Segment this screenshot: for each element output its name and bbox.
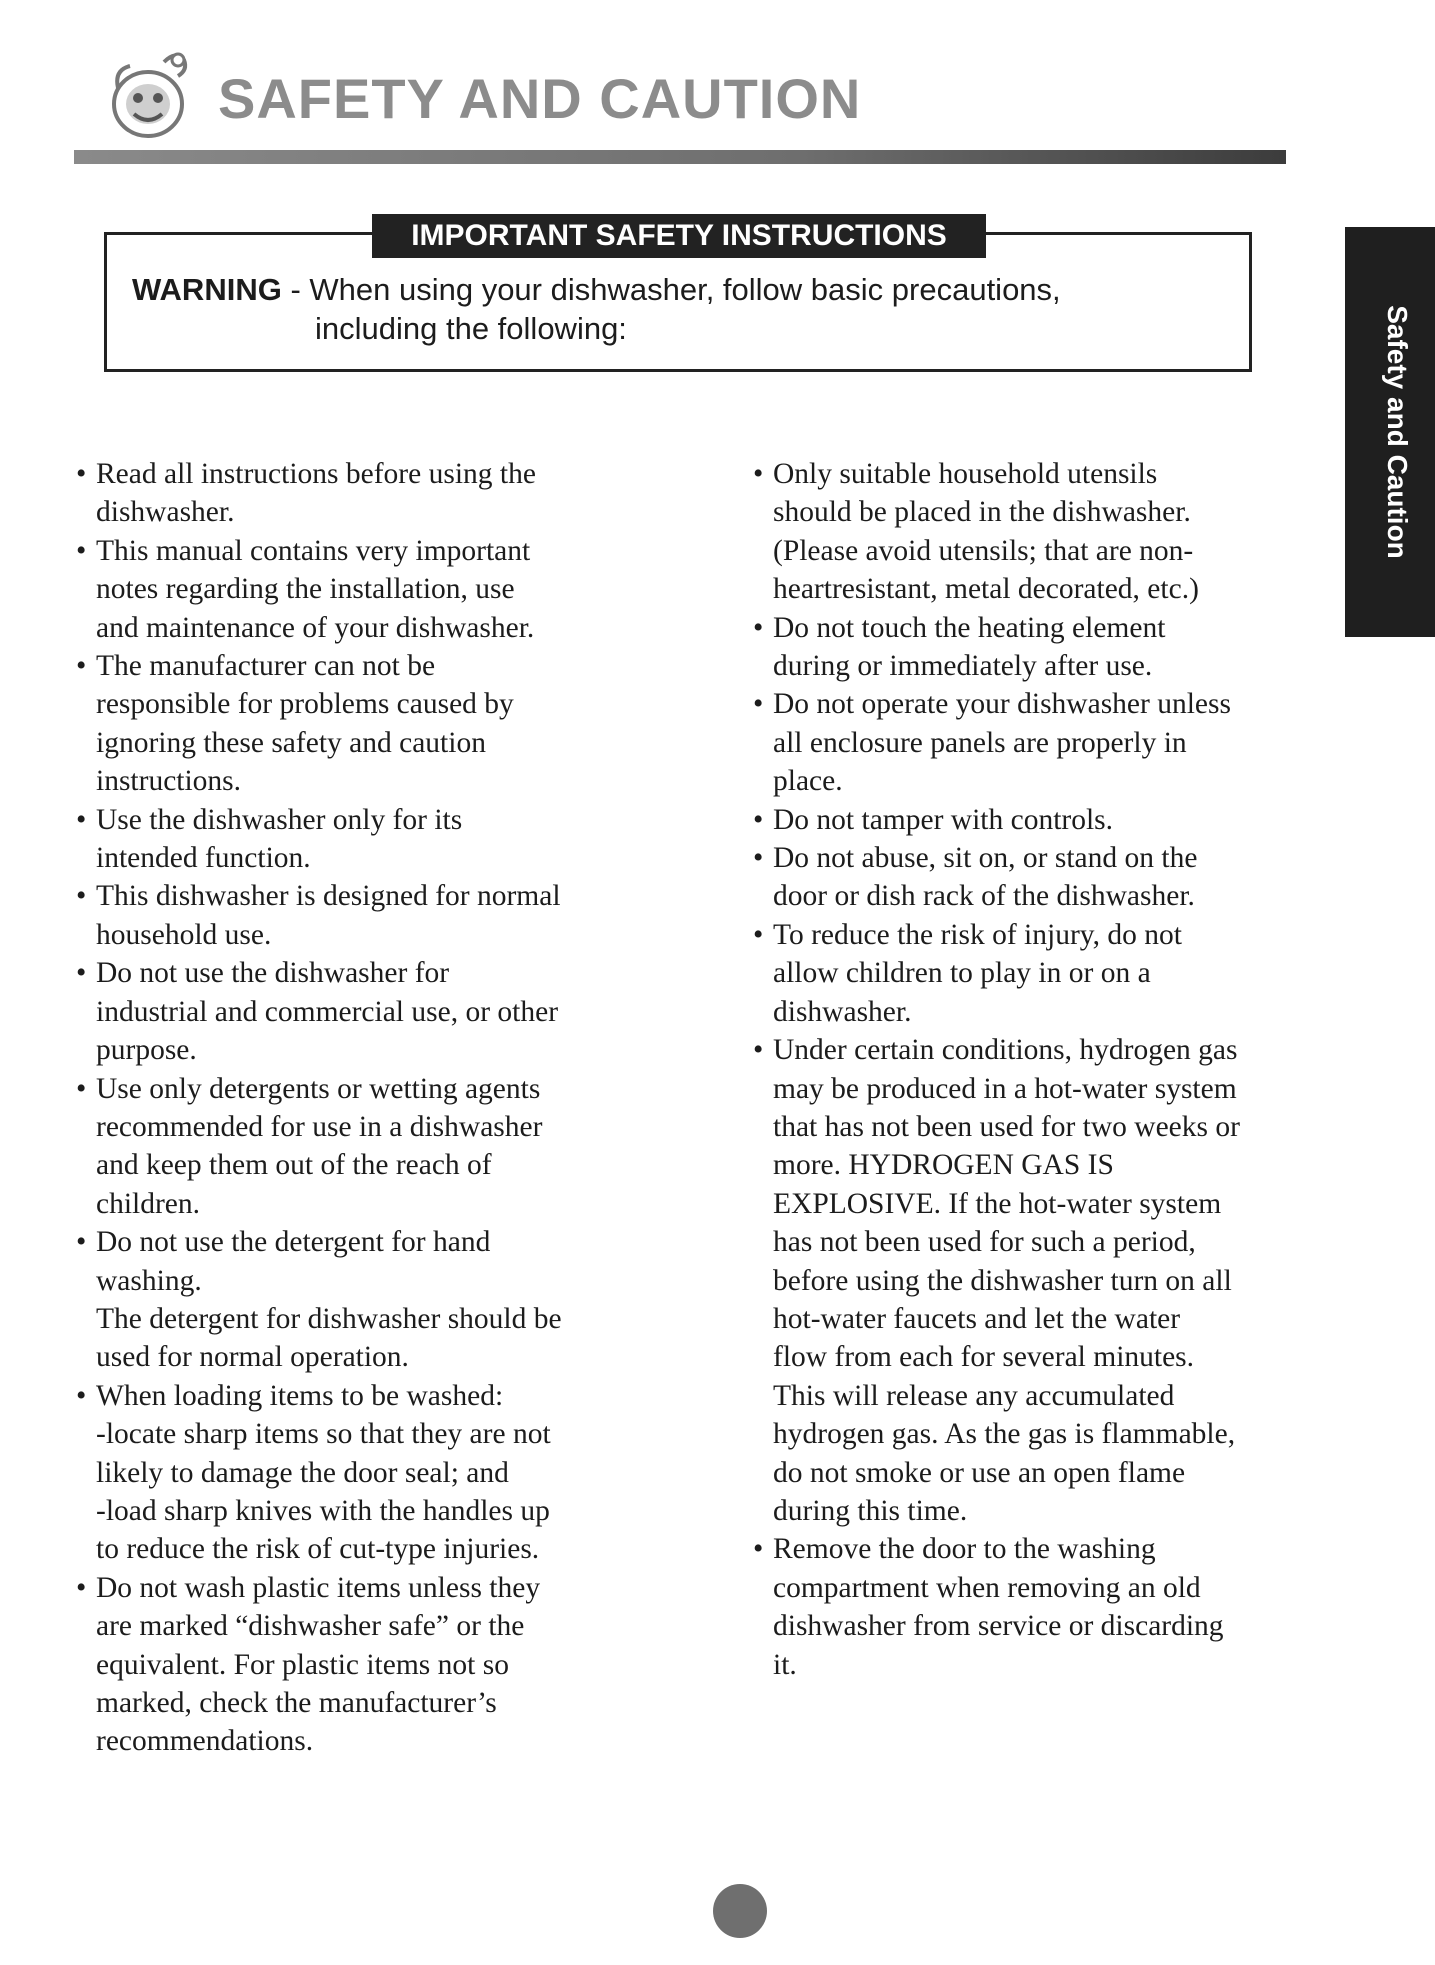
list-item: • Only suitable household utensils should be placed in the dishwasher. (Please avoid utensils; that are non- heartresistant, metal decorated, etc.) [753,455,1293,609]
warning-line-1: - When using your dishwasher, follow basic precautions, [281,272,1061,307]
list-item: • Do not tamper with controls. [753,801,1293,839]
list-item: • Under certain conditions, hydrogen gas may be produced in a hot-water system that has not been used for two weeks or more. HYDROGEN GAS IS EXPLOSIVE. If the hot-water system has not been used for such a period, before using the dishwasher turn on all hot-water faucets and let the water flow from each for several minutes. This will release any accumulated hydrogen gas. As the gas is flammable, do not smoke or use an open flame during this time. [753,1031,1293,1530]
mascot-logo-icon [104,48,200,144]
page-title: SAFETY AND CAUTION [218,67,862,130]
list-item: • To reduce the risk of injury, do not allow children to play in or on a dishwasher. [753,916,1293,1031]
list-item: • Do not operate your dishwasher unless all enclosure panels are properly in place. [753,685,1293,800]
instructions-right-column [753,455,1293,1684]
list-item: • Use the dishwasher only for its intended function. [76,801,636,878]
list-item: • This manual contains very important notes regarding the installation, use and maintenance of your dishwasher. [76,532,636,647]
warning-line-2: including the following: [315,311,627,346]
list-item: • Do not wash plastic items unless they are marked “dishwasher safe” or the equivalent. For plastic items not so marked, check the manufacturer’s recommendations. [76,1569,636,1761]
instructions-left-column [76,455,636,1761]
list-item: • Use only detergents or wetting agents recommended for use in a dishwasher and keep them out of the reach of children. [76,1070,636,1224]
side-tab-label: Safety and Caution [1382,305,1413,559]
list-item: • Do not touch the heating element during or immediately after use. [753,609,1293,686]
list-item: • When loading items to be washed: -locate sharp items so that they are not likely to damage the door seal; and -load sharp knives with the handles up to reduce the risk of cut-type injuries. [76,1377,636,1569]
warning-text [132,270,1232,348]
list-item: • Remove the door to the washing compartment when removing an old dishwasher from service or discarding it. [753,1530,1293,1684]
header-divider [74,150,1286,164]
page-marker-dot [713,1884,767,1938]
warning-label: WARNING [132,272,282,307]
list-item: • Do not abuse, sit on, or stand on the door or dish rack of the dishwasher. [753,839,1293,916]
list-item: • The manufacturer can not be responsible for problems caused by ignoring these safety and caution instructions. [76,647,636,801]
list-item: • Read all instructions before using the dishwasher. [76,455,636,532]
list-item: • Do not use the detergent for hand washing. The detergent for dishwasher should be used for normal operation. [76,1223,636,1377]
notice-title: IMPORTANT SAFETY INSTRUCTIONS [372,214,986,258]
list-item: • This dishwasher is designed for normal household use. [76,877,636,954]
list-item: • Do not use the dishwasher for industrial and commercial use, or other purpose. [76,954,636,1069]
